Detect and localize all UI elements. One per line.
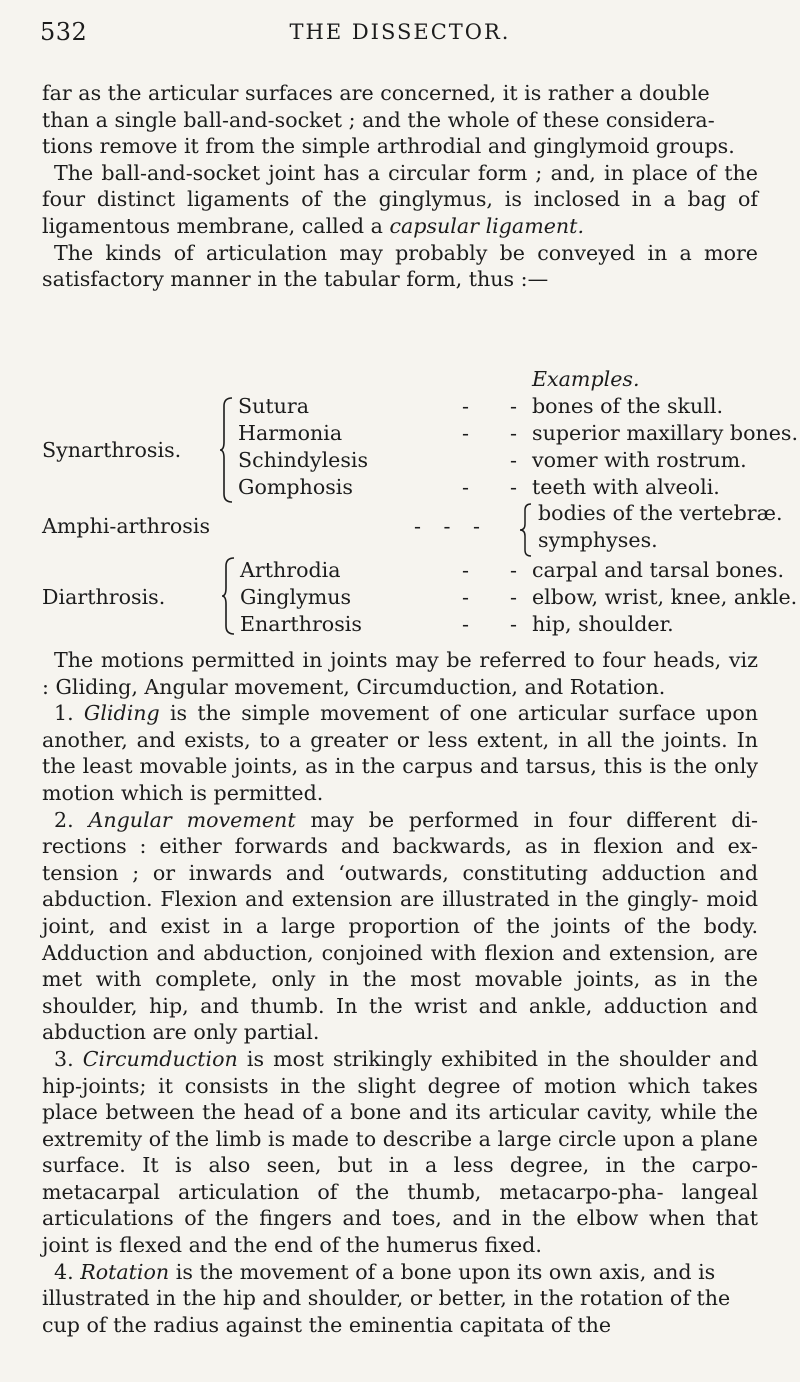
paragraph-tabular: The kinds of articulation may probably be conveyed in a more satisfactory manner in the tabular form, thus :—	[42, 240, 758, 292]
kind-gomphosis: Gomphosis	[238, 475, 353, 499]
kind-schindylesis: Schindylesis	[238, 448, 369, 472]
page-header	[40, 18, 760, 48]
term-gliding: Gliding	[83, 701, 160, 726]
section-circumduction: 3. Circumduction is most strikingly exhibited in the shoulder and hip-joints; it consists in the slight degree of motion which takes place between the head of a bone and its articular cavity, while the extremity of the limb is made to describe a large circle upon a plane surface. It is also seen, but in a less degree, in the carpo-metacarpal articulation of the thumb, metacarpo-pha- langeal articulations of the fingers and toes, and in the elbow when that joint is flexed and the end of the humerus fixed.	[42, 1046, 759, 1258]
intro-text	[42, 80, 758, 293]
example-vertebrae: bodies of the vertebræ.	[538, 501, 783, 525]
intro-line-1: far as the articular surfaces are concerned, it is rather a double	[42, 81, 710, 105]
intro-line-3: tions remove it from the simple arthrodial and ginglymoid groups.	[42, 134, 735, 159]
group-synarthrosis: Synarthrosis.	[42, 438, 182, 462]
example-schindylesis: vomer with rostrum.	[532, 448, 747, 472]
running-title: THE DISSECTOR.	[289, 20, 511, 44]
kind-arthrodia: Arthrodia	[240, 558, 341, 582]
term-angular-movement: Angular movement	[88, 807, 296, 832]
intro-line-2: than a single ball-and-socket ; and the whole of these considera-	[42, 107, 715, 132]
term-rotation: Rotation	[80, 1259, 170, 1284]
section-rotation: 4. Rotation is the movement of a bone upon its own axis, and is illustrated in the hip and shoulder, or better, in the rotation of the cup of the radius against the eminentia capitata of the	[42, 1259, 731, 1337]
example-gomphosis: teeth with alveoli.	[532, 475, 720, 499]
kind-sutura: Sutura	[238, 394, 310, 418]
term-circumduction: Circumduction	[82, 1046, 238, 1071]
page-number: 532	[40, 18, 88, 46]
term-capsular-ligament: capsular ligament.	[389, 213, 584, 238]
brace-synarthrosis	[220, 396, 234, 504]
example-sutura: bones of the skull.	[532, 394, 724, 418]
example-harmonia: superior maxillary bones.	[532, 421, 799, 445]
paragraph-capsular: The ball-and-socket joint has a circular form ; and, in place of the four distinct ligaments of the ginglymus, is inclosed in a bag of ligamentous membrane, called a capsular ligament.	[42, 160, 758, 238]
example-enarthrosis: hip, shoulder.	[532, 612, 674, 636]
example-symphyses: symphyses.	[538, 528, 658, 552]
body-text	[42, 647, 758, 1338]
examples-heading: Examples.	[532, 367, 640, 391]
kind-ginglymus: Ginglymus	[240, 585, 352, 609]
group-diarthrosis: Diarthrosis.	[42, 585, 166, 609]
section-gliding: 1. Gliding is the simple movement of one articular surface upon another, and exists, to a greater or less extent, in all the joints. In the least movable joints, as in the carpus and tarsus, this is the only motion which is permitted.	[42, 701, 759, 805]
kind-harmonia: Harmonia	[238, 421, 343, 445]
kind-enarthrosis: Enarthrosis	[240, 612, 362, 636]
example-ginglymus: elbow, wrist, knee, ankle.	[532, 585, 798, 609]
paragraph-motions: The motions permitted in joints may be referred to four heads, viz : Gliding, Angular movement, Circumduction, and Rotation.	[42, 648, 758, 699]
brace-diarthrosis	[222, 556, 236, 636]
example-arthrodia: carpal and tarsal bones.	[532, 558, 785, 582]
brace-amphiarthrosis	[520, 502, 532, 558]
section-angular: 2. Angular movement may be performed in four different di- rections : either forwards and backwards, as in flexion and ex- tension ; or inwards and ‘outwards, constituting adduction and abduction. Flexion and extension are illustrated in the gingly- moid joint, and exist in a large proportion of the joints of the body. Adduction and abduction, conjoined with flexion and extension, are met with complete, only in the most movable joints, as in the shoulder, hip, and thumb. In the wrist and ankle, adduction and abduction are only partial.	[42, 807, 759, 1045]
articulation-table: Examples. Synarthrosis. Sutura - - bones of the skull. Harmonia - - superior maxillary bones. Schindylesis - vomer with rostrum. Gomphosis - - teeth with alveoli. Amphi-arthrosis - - - bodies of the vertebræ. symphyses. Diarthrosis. Arthrodia - - carpal and tarsal bones. Ginglymus - - elbow, wrist, knee, ankle. Enarthrosis - - hip, shoulder.	[42, 367, 799, 636]
group-amphiarthrosis: Amphi-arthrosis	[42, 514, 211, 538]
